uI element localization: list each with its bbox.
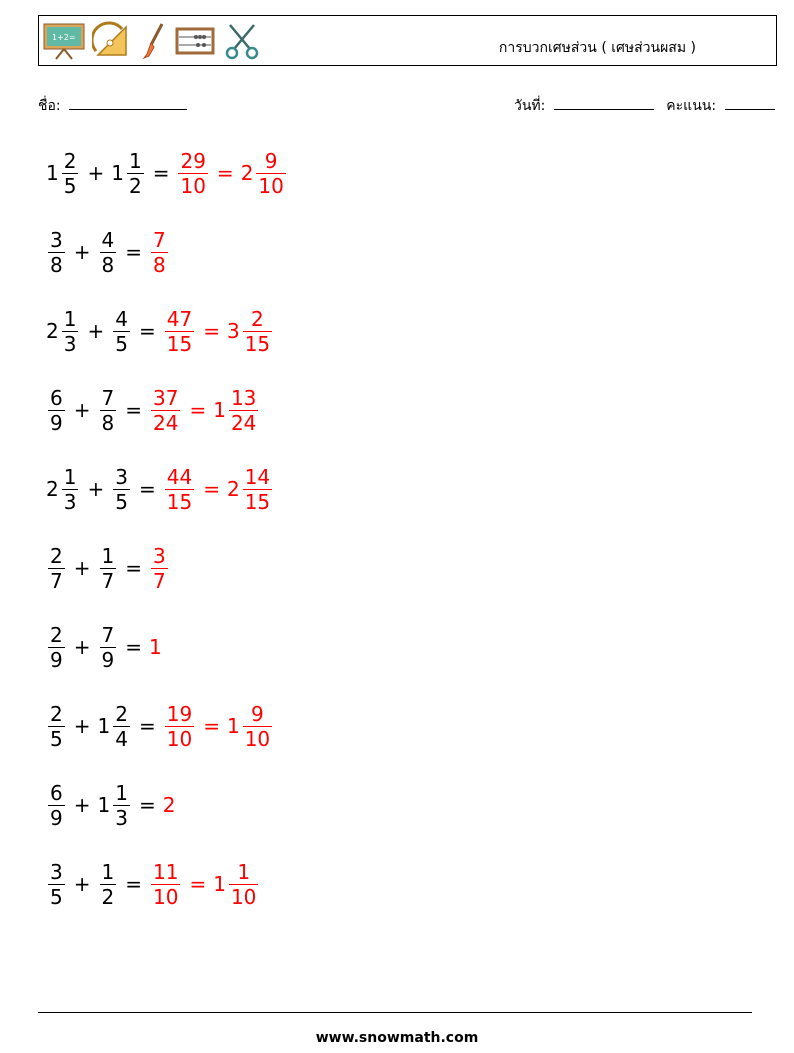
denominator: 24 [153,410,179,435]
denominator: 10 [244,726,271,751]
date-blank[interactable] [554,95,654,110]
fraction [48,860,65,909]
numerator: 2 [50,543,63,568]
improper-fraction [151,544,168,593]
equals-sign: = [138,793,156,817]
answer [163,702,274,751]
numerator: 29 [180,148,206,173]
denominator: 10 [166,726,193,751]
problem-8 [46,696,274,756]
numerator: 1 [101,859,115,884]
answer [163,307,274,356]
date-score-field [514,95,775,117]
denominator: 15 [166,489,193,514]
numerator: 4 [101,227,115,252]
answer [176,149,287,198]
equals-sign: = [203,714,220,738]
abacus-icon [174,21,216,61]
plus-sign: + [73,556,91,580]
improper-fraction [165,465,194,514]
answer [149,860,260,909]
denominator: 9 [101,647,115,672]
improper-fraction [165,307,194,356]
plus-sign: + [87,477,105,501]
answer [149,635,162,659]
fraction [100,860,117,909]
mixed-whole: 1 [213,398,226,422]
denominator: 2 [101,884,115,909]
numerator: 4 [115,306,128,331]
answer [149,228,170,277]
scissors-icon [222,21,262,61]
improper-fraction [151,228,168,277]
denominator: 5 [63,173,77,198]
numerator: 47 [166,306,193,331]
paintbrush-icon [138,21,168,61]
improper-fraction [165,702,194,751]
equals-sign: = [138,714,156,738]
equals-sign: = [203,319,220,343]
numerator: 44 [166,464,193,489]
chalkboard-icon [42,21,86,61]
denominator: 10 [258,173,284,198]
equals-sign: = [125,872,142,896]
equals-sign: = [189,398,207,422]
fraction [48,386,65,435]
mixed-whole: 2 [226,477,240,501]
equals-sign: = [125,556,142,580]
numerator: 2 [50,622,63,647]
fraction [48,228,65,277]
mixed-fraction [256,149,285,198]
denominator: 10 [180,173,206,198]
equals-sign: = [125,240,142,264]
denominator: 4 [115,726,128,751]
mixed-whole: 3 [226,319,240,343]
footer-divider [38,1012,752,1013]
numerator: 3 [50,227,63,252]
denominator: 15 [244,489,271,514]
mixed-whole: 1 [213,872,226,896]
fraction [62,149,79,198]
answer [163,465,274,514]
denominator: 2 [128,173,142,198]
problem-5 [46,459,274,519]
name-field [38,95,187,117]
denominator: 7 [153,568,166,593]
numerator: 2 [115,701,128,726]
fraction [113,702,130,751]
fraction [113,465,130,514]
answer [163,793,176,817]
equals-sign: = [203,477,220,501]
worksheet-title: การบวกเศษส่วน ( เศษส่วนผสม ) [498,40,696,56]
numerator: 2 [251,306,264,331]
numerator: 1 [115,780,128,805]
fraction [127,149,144,198]
numerator: 9 [264,148,278,173]
numerator: 3 [153,543,166,568]
answer [149,386,260,435]
chalkboard-text: 1+2= [52,33,76,42]
plus-sign: + [73,398,91,422]
fraction [48,623,65,672]
denominator: 3 [115,805,128,830]
equals-sign: = [138,477,156,501]
numerator: 1 [101,543,115,568]
denominator: 3 [63,489,77,514]
problem-4 [46,380,260,440]
numerator: 14 [244,464,271,489]
problem-7 [46,617,162,677]
plus-sign: + [87,319,105,343]
plus-sign: + [73,240,91,264]
denominator: 5 [50,884,63,909]
improper-fraction [151,386,180,435]
numerator: 2 [50,701,63,726]
denominator: 5 [50,726,63,751]
fraction [100,544,117,593]
mixed-fraction [243,307,272,356]
problem-3 [46,301,274,361]
numerator: 11 [153,859,179,884]
fraction [100,228,117,277]
denominator: 10 [230,884,257,909]
numerator: 2 [63,148,77,173]
equals-sign: = [138,319,156,343]
numerator: 7 [153,227,166,252]
equals-sign: = [152,161,170,185]
equals-sign: = [125,398,142,422]
numerator: 9 [251,701,264,726]
numerator: 3 [50,859,63,884]
denominator: 9 [50,410,63,435]
numerator: 37 [153,385,179,410]
numerator: 6 [50,385,63,410]
numerator: 1 [63,306,77,331]
operand-whole: 1 [46,161,59,185]
fraction [62,465,79,514]
denominator: 8 [101,410,115,435]
denominator: 7 [101,568,115,593]
denominator: 24 [230,410,257,435]
name-label: ชื่อ: [38,98,61,114]
denominator: 15 [166,331,193,356]
denominator: 9 [50,805,63,830]
denominator: 9 [50,647,63,672]
equals-sign: = [125,635,142,659]
numerator: 7 [101,385,115,410]
problem-9 [46,775,175,835]
denominator: 8 [50,252,63,277]
operand-whole: 1 [97,714,111,738]
fraction [48,702,65,751]
score-label: คะแนน: [666,98,717,114]
operand-whole: 1 [111,161,124,185]
numerator: 19 [166,701,193,726]
problem-6 [46,538,170,598]
answer [149,544,170,593]
mixed-fraction [243,465,272,514]
fraction [113,307,130,356]
mixed-fraction [243,702,272,751]
denominator: 5 [115,331,128,356]
denominator: 5 [115,489,128,514]
fraction [100,386,117,435]
denominator: 8 [101,252,115,277]
numerator: 6 [50,780,63,805]
footer-url[interactable]: www.snowmath.com [315,1030,479,1046]
problem-2 [46,222,170,282]
name-blank[interactable] [69,95,187,110]
numerator: 13 [230,385,257,410]
denominator: 10 [153,884,179,909]
improper-fraction [151,860,180,909]
numerator: 7 [101,622,115,647]
plus-sign: + [73,714,91,738]
operand-whole: 1 [97,793,111,817]
mixed-whole: 2 [240,161,254,185]
whole-answer: 1 [149,635,162,659]
fraction [62,307,79,356]
operand-whole: 2 [46,319,59,343]
fraction [100,623,117,672]
numerator: 1 [237,859,251,884]
equals-sign: = [189,872,207,896]
plus-sign: + [73,635,91,659]
date-label: วันที่: [514,98,546,114]
mixed-whole: 1 [226,714,240,738]
denominator: 8 [153,252,166,277]
fraction [48,781,65,830]
denominator: 15 [244,331,271,356]
problem-10 [46,854,260,914]
problem-1 [46,143,288,203]
numerator: 3 [115,464,128,489]
denominator: 7 [50,568,63,593]
improper-fraction [178,149,207,198]
worksheet-header [38,15,777,66]
operand-whole: 2 [46,477,59,501]
protractor-icon [92,21,132,61]
plus-sign: + [87,161,105,185]
plus-sign: + [73,793,91,817]
whole-answer: 2 [162,793,176,817]
numerator: 1 [128,148,142,173]
score-blank[interactable] [725,95,775,110]
plus-sign: + [73,872,91,896]
header-icons [42,21,262,61]
numerator: 1 [63,464,77,489]
equals-sign: = [216,161,234,185]
mixed-fraction [229,386,258,435]
fraction [113,781,130,830]
mixed-fraction [229,860,258,909]
denominator: 3 [63,331,77,356]
fraction [48,544,65,593]
